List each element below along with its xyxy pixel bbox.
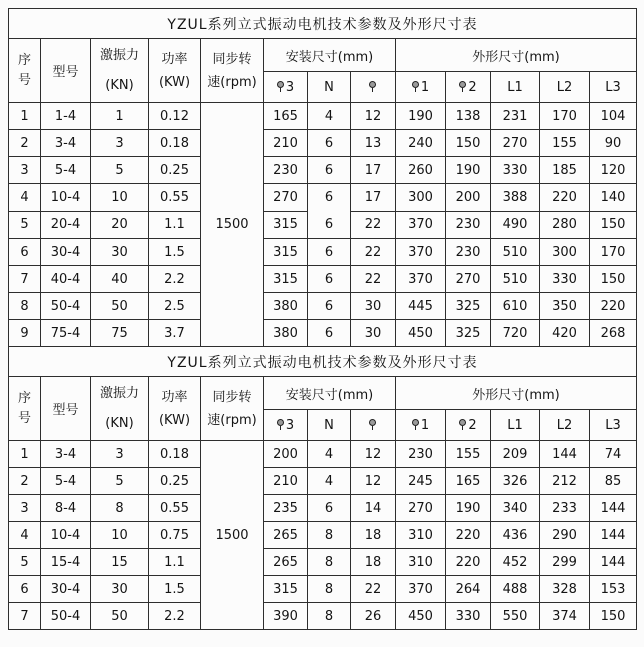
table-cell: 210 xyxy=(264,130,308,157)
table-row xyxy=(9,549,637,576)
table-cell: 270 xyxy=(396,495,446,522)
header-row-groups xyxy=(9,39,637,72)
table-cell: 300 xyxy=(540,239,590,266)
table-cell: 190 xyxy=(396,103,446,130)
table-cell: 230 xyxy=(264,157,308,184)
table-cell: 20-4 xyxy=(41,211,91,239)
col-group-outline: 外形尺寸(mm) xyxy=(396,377,637,410)
col-header-l1: L1 xyxy=(491,410,540,441)
table-cell: 8 xyxy=(308,522,351,549)
phi-icon xyxy=(277,81,285,93)
table-cell: 20 xyxy=(91,211,149,239)
table-row xyxy=(9,320,637,347)
table-cell: 22 xyxy=(351,266,396,293)
col-header-seq-line1: 序 xyxy=(17,52,31,68)
table-cell: 3 xyxy=(91,130,149,157)
table-cell: 0.18 xyxy=(149,441,201,468)
table-cell: 240 xyxy=(396,130,446,157)
table-cell: 0.55 xyxy=(149,184,201,212)
table-cell: 436 xyxy=(491,522,540,549)
phi-icon xyxy=(459,81,467,93)
table-cell: 420 xyxy=(540,320,590,347)
table-title: YZUL系列立式振动电机技术参数及外形尺寸表 xyxy=(9,347,637,377)
table-cell: 328 xyxy=(540,576,590,603)
table-cell: 170 xyxy=(590,239,637,266)
table-cell: 450 xyxy=(396,603,446,630)
table-cell: 144 xyxy=(590,549,637,576)
col-header-speed-line2: 速(rpm) xyxy=(207,74,257,90)
table-cell: 2 xyxy=(9,130,41,157)
table-cell: 138 xyxy=(446,103,491,130)
table-cell: 120 xyxy=(590,157,637,184)
col-header-speed-line1: 同步转 xyxy=(212,389,252,405)
table-cell: 30 xyxy=(351,320,396,347)
table-cell: 1.5 xyxy=(149,239,201,266)
table-cell: 12 xyxy=(351,441,396,468)
table-cell: 5 xyxy=(91,468,149,495)
table-cell: 270 xyxy=(264,184,308,212)
table-cell: 8-4 xyxy=(41,495,91,522)
table-cell: 280 xyxy=(540,211,590,239)
col-header-force xyxy=(91,377,149,441)
phi-icon xyxy=(277,419,285,431)
col-header-power xyxy=(149,377,201,441)
col-header-speed-line2: 速(rpm) xyxy=(207,412,257,428)
table-cell: 8 xyxy=(91,495,149,522)
table-cell: 2 xyxy=(9,468,41,495)
col-header-model: 型号 xyxy=(41,377,91,441)
table-cell: 10-4 xyxy=(41,184,91,212)
table-cell: 2.2 xyxy=(149,266,201,293)
table-cell: 144 xyxy=(590,495,637,522)
table-cell: 165 xyxy=(446,468,491,495)
table-cell: 155 xyxy=(540,130,590,157)
table-cell: 8 xyxy=(308,576,351,603)
col-header-force xyxy=(91,39,149,103)
table-cell: 1.1 xyxy=(149,549,201,576)
header-row-groups xyxy=(9,377,637,410)
col-header-power-unit: (KW) xyxy=(158,74,191,90)
table-cell: 200 xyxy=(264,441,308,468)
col-header-speed xyxy=(201,39,264,103)
table-cell: 4 xyxy=(9,522,41,549)
table-cell: 0.12 xyxy=(149,103,201,130)
table-cell: 220 xyxy=(540,184,590,212)
table-cell: 75 xyxy=(91,320,149,347)
table-cell: 190 xyxy=(446,495,491,522)
col-header-phi1: 1 xyxy=(396,72,446,103)
table-row xyxy=(9,468,637,495)
sync-speed-cell: 1500 xyxy=(201,441,264,630)
table-cell: 74 xyxy=(590,441,637,468)
col-group-install: 安装尺寸(mm) xyxy=(264,377,396,410)
table-cell: 610 xyxy=(491,293,540,320)
table-cell: 264 xyxy=(446,576,491,603)
table-cell: 153 xyxy=(590,576,637,603)
table-cell: 0.25 xyxy=(149,157,201,184)
table-cell: 2.2 xyxy=(149,603,201,630)
table-cell: 330 xyxy=(540,266,590,293)
table-cell: 330 xyxy=(446,603,491,630)
table-cell: 230 xyxy=(446,211,491,239)
spec-table-2 xyxy=(8,346,637,630)
table-body xyxy=(9,441,637,630)
col-header-l3: L3 xyxy=(590,410,637,441)
table-cell: 50 xyxy=(91,293,149,320)
table-cell: 6 xyxy=(308,293,351,320)
table-cell: 6 xyxy=(308,157,351,184)
table-cell: 6 xyxy=(9,239,41,266)
table-cell: 315 xyxy=(264,239,308,266)
table-cell: 3 xyxy=(91,441,149,468)
table-cell: 450 xyxy=(396,320,446,347)
table-cell: 370 xyxy=(396,576,446,603)
table-cell: 144 xyxy=(540,441,590,468)
table-cell: 380 xyxy=(264,320,308,347)
table-cell: 3-4 xyxy=(41,441,91,468)
table-cell: 150 xyxy=(590,603,637,630)
col-header-power-label: 功率 xyxy=(161,51,188,67)
spec-table-1 xyxy=(8,8,637,347)
table-cell: 140 xyxy=(590,184,637,212)
col-header-phi3: 3 xyxy=(264,72,308,103)
col-header-l1: L1 xyxy=(491,72,540,103)
table-cell: 268 xyxy=(590,320,637,347)
col-header-force-label: 激振力 xyxy=(99,386,139,401)
table-cell: 5-4 xyxy=(41,468,91,495)
table-cell: 90 xyxy=(590,130,637,157)
table-cell: 30 xyxy=(91,239,149,266)
table-cell: 490 xyxy=(491,211,540,239)
table-row xyxy=(9,293,637,320)
table-cell: 300 xyxy=(396,184,446,212)
table-cell: 30-4 xyxy=(41,576,91,603)
table-title-row xyxy=(9,347,637,377)
table-cell: 85 xyxy=(590,468,637,495)
table-cell: 4 xyxy=(308,103,351,130)
col-header-l3: L3 xyxy=(590,72,637,103)
table-cell: 30 xyxy=(91,576,149,603)
table-cell: 209 xyxy=(491,441,540,468)
sync-speed-cell: 1500 xyxy=(201,103,264,347)
table-cell: 1 xyxy=(9,103,41,130)
table-cell: 6 xyxy=(308,130,351,157)
table-cell: 50-4 xyxy=(41,603,91,630)
col-header-phi2: 2 xyxy=(446,410,491,441)
table-cell: 18 xyxy=(351,549,396,576)
phi-icon xyxy=(369,419,377,431)
col-header-phi1: 1 xyxy=(396,410,446,441)
table-title-row xyxy=(9,9,637,39)
table-cell: 3.7 xyxy=(149,320,201,347)
table-cell: 190 xyxy=(446,157,491,184)
table-row xyxy=(9,184,637,212)
col-header-speed xyxy=(201,377,264,441)
spacer xyxy=(91,402,148,415)
table-cell: 270 xyxy=(446,266,491,293)
phi-icon xyxy=(412,81,420,93)
table-cell-line: 6 xyxy=(324,190,334,205)
col-header-power xyxy=(149,39,201,103)
table-cell: 210 xyxy=(264,468,308,495)
table-cell: 150 xyxy=(590,266,637,293)
table-cell: 185 xyxy=(540,157,590,184)
table-cell: 104 xyxy=(590,103,637,130)
table-cell: 231 xyxy=(491,103,540,130)
table-cell: 13 xyxy=(351,130,396,157)
table-row xyxy=(9,441,637,468)
spacer xyxy=(91,64,148,77)
table-cell: 22 xyxy=(351,211,396,239)
table-cell: 270 xyxy=(491,130,540,157)
table-row xyxy=(9,103,637,130)
table-cell: 5 xyxy=(9,211,41,239)
table-row xyxy=(9,522,637,549)
table-cell: 230 xyxy=(396,441,446,468)
table-cell: 165 xyxy=(264,103,308,130)
table-cell: 380 xyxy=(264,293,308,320)
col-header-phi xyxy=(351,72,396,103)
table-cell: 50-4 xyxy=(41,293,91,320)
table-cell: 5-4 xyxy=(41,157,91,184)
table-cell: 22 xyxy=(351,239,396,266)
table-cell: 5 xyxy=(9,549,41,576)
table-cell: 155 xyxy=(446,441,491,468)
table-cell: 4 xyxy=(308,468,351,495)
table-cell: 315 xyxy=(264,266,308,293)
table-cell: 10 xyxy=(91,522,149,549)
table-row xyxy=(9,266,637,293)
table-cell: 8 xyxy=(308,603,351,630)
table-cell: 230 xyxy=(446,239,491,266)
col-header-power-label: 功率 xyxy=(161,389,188,405)
col-header-speed-line1: 同步转 xyxy=(212,51,252,67)
table-row xyxy=(9,157,637,184)
table-cell: 5 xyxy=(91,157,149,184)
col-header-n: N xyxy=(308,72,351,103)
table-cell: 9 xyxy=(9,320,41,347)
table-cell: 1.1 xyxy=(149,211,201,239)
table-cell: 370 xyxy=(396,266,446,293)
col-header-seq xyxy=(9,377,41,441)
table-cell: 170 xyxy=(540,103,590,130)
table-cell: 488 xyxy=(491,576,540,603)
table-cell: 315 xyxy=(264,211,308,239)
table-cell: 326 xyxy=(491,468,540,495)
table-cell: 0.18 xyxy=(149,130,201,157)
table-cell: 220 xyxy=(590,293,637,320)
table-cell: 75-4 xyxy=(41,320,91,347)
table-cell: 452 xyxy=(491,549,540,576)
phi-icon xyxy=(369,81,377,93)
col-header-seq xyxy=(9,39,41,103)
table-cell: 7 xyxy=(9,266,41,293)
table-cell: 3 xyxy=(9,157,41,184)
col-header-force-unit: (KN) xyxy=(105,416,134,431)
table-cell: 0.25 xyxy=(149,468,201,495)
col-header-seq-line1: 序 xyxy=(17,390,31,406)
table-cell: 310 xyxy=(396,549,446,576)
col-header-seq-line2: 号 xyxy=(17,410,31,426)
col-group-install: 安装尺寸(mm) xyxy=(264,39,396,72)
table-cell: 370 xyxy=(396,211,446,239)
table-cell: 340 xyxy=(491,495,540,522)
table-cell: 2.5 xyxy=(149,293,201,320)
table-cell: 212 xyxy=(540,468,590,495)
table-cell: 1 xyxy=(9,441,41,468)
table-cell: 4 xyxy=(308,441,351,468)
table-cell: 18 xyxy=(351,522,396,549)
table-cell: 1 xyxy=(91,103,149,130)
table-cell: 510 xyxy=(491,239,540,266)
table-cell: 260 xyxy=(396,157,446,184)
col-header-l2: L2 xyxy=(540,410,590,441)
table-cell: 510 xyxy=(491,266,540,293)
col-header-model: 型号 xyxy=(41,39,91,103)
col-header-phi3: 3 xyxy=(264,410,308,441)
table-cell: 233 xyxy=(540,495,590,522)
table-row xyxy=(9,603,637,630)
table-cell: 310 xyxy=(396,522,446,549)
table-cell: 6 xyxy=(308,320,351,347)
table-cell: 374 xyxy=(540,603,590,630)
table-cell: 8 xyxy=(9,293,41,320)
table-cell: 330 xyxy=(491,157,540,184)
table-cell: 6 xyxy=(9,576,41,603)
table-cell: 3-4 xyxy=(41,130,91,157)
table-cell: 325 xyxy=(446,320,491,347)
table-cell: 40-4 xyxy=(41,266,91,293)
table-body xyxy=(9,103,637,347)
table-cell: 6 xyxy=(308,239,351,266)
table-title: YZUL系列立式振动电机技术参数及外形尺寸表 xyxy=(9,9,637,39)
table-cell: 10-4 xyxy=(41,522,91,549)
phi-icon xyxy=(459,419,467,431)
table-cell: 50 xyxy=(91,603,149,630)
table-cell: 144 xyxy=(590,522,637,549)
table-cell: 265 xyxy=(264,549,308,576)
table-cell: 3 xyxy=(9,495,41,522)
table-cell: 150 xyxy=(446,130,491,157)
col-header-power-unit: (KW) xyxy=(158,412,191,428)
table-cell: 290 xyxy=(540,522,590,549)
table-cell: 22 xyxy=(351,576,396,603)
col-header-force-unit: (KN) xyxy=(105,78,134,93)
table-cell: 12 xyxy=(351,103,396,130)
table-cell: 40 xyxy=(91,266,149,293)
table-cell xyxy=(308,184,351,239)
col-header-n: N xyxy=(308,410,351,441)
table-cell: 550 xyxy=(491,603,540,630)
table-cell: 26 xyxy=(351,603,396,630)
table-cell: 0.55 xyxy=(149,495,201,522)
table-row xyxy=(9,495,637,522)
col-group-outline: 外形尺寸(mm) xyxy=(396,39,637,72)
phi-icon xyxy=(412,419,420,431)
col-header-force-label: 激振力 xyxy=(99,48,139,63)
table-cell: 720 xyxy=(491,320,540,347)
table-cell: 1-4 xyxy=(41,103,91,130)
table-cell: 10 xyxy=(91,184,149,212)
table-cell: 265 xyxy=(264,522,308,549)
table-cell: 6 xyxy=(308,495,351,522)
table-cell: 315 xyxy=(264,576,308,603)
table-cell: 0.75 xyxy=(149,522,201,549)
table-cell: 30 xyxy=(351,293,396,320)
table-row xyxy=(9,239,637,266)
table-row xyxy=(9,130,637,157)
table-cell-line: 6 xyxy=(324,217,334,232)
col-header-seq-line2: 号 xyxy=(17,72,31,88)
table-cell: 17 xyxy=(351,157,396,184)
table-cell: 235 xyxy=(264,495,308,522)
table-cell: 17 xyxy=(351,184,396,212)
table-cell: 150 xyxy=(590,211,637,239)
table-cell: 220 xyxy=(446,549,491,576)
table-cell: 12 xyxy=(351,468,396,495)
table-cell: 200 xyxy=(446,184,491,212)
table-cell: 445 xyxy=(396,293,446,320)
table-cell: 1.5 xyxy=(149,576,201,603)
table-cell: 8 xyxy=(308,549,351,576)
table-cell: 390 xyxy=(264,603,308,630)
table-cell: 388 xyxy=(491,184,540,212)
table-cell: 7 xyxy=(9,603,41,630)
col-header-l2: L2 xyxy=(540,72,590,103)
table-cell: 220 xyxy=(446,522,491,549)
table-cell: 15 xyxy=(91,549,149,576)
table-cell: 299 xyxy=(540,549,590,576)
col-header-phi xyxy=(351,410,396,441)
table-cell: 15-4 xyxy=(41,549,91,576)
table-cell: 325 xyxy=(446,293,491,320)
table-cell: 4 xyxy=(9,184,41,212)
table-cell: 6 xyxy=(308,266,351,293)
table-row xyxy=(9,576,637,603)
table-cell: 245 xyxy=(396,468,446,495)
table-cell: 30-4 xyxy=(41,239,91,266)
table-cell: 14 xyxy=(351,495,396,522)
col-header-phi2: 2 xyxy=(446,72,491,103)
table-cell: 370 xyxy=(396,239,446,266)
table-cell: 350 xyxy=(540,293,590,320)
